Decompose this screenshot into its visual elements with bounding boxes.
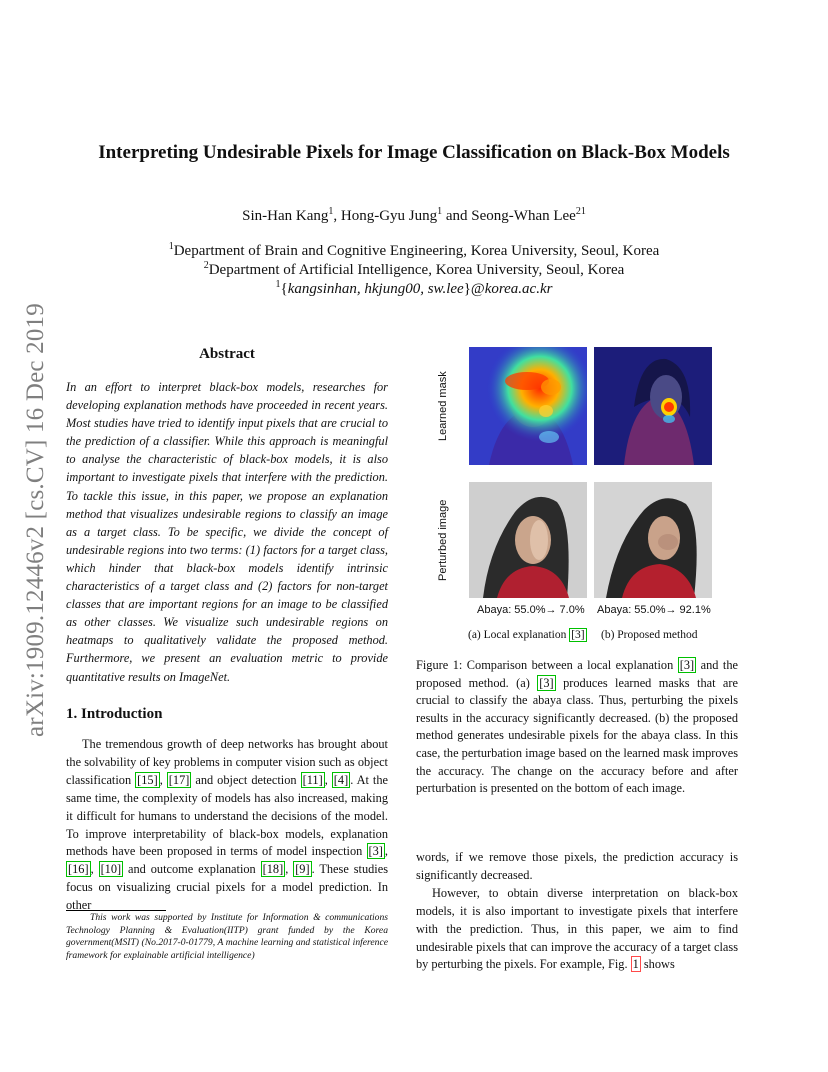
subcaption-a bbox=[468, 629, 587, 641]
funding-footnote: This work was supported by Institute for Information & communications Technology Planning & Evaluation(IITP) grant funded by the Korea government(MSIT) (No.2017-0-01779, A machine learning and statistical inference framework for explainable artificial intelligence) bbox=[66, 912, 388, 961]
text-run: . These studies focus on visualizing crucial pixels for a model prediction. In other bbox=[66, 862, 389, 913]
proposed-method-perturbed-image bbox=[594, 482, 712, 598]
section-heading-introduction: 1. Introduction bbox=[66, 706, 163, 722]
text-run: , bbox=[324, 772, 332, 787]
citation-link[interactable]: [3] bbox=[539, 675, 554, 690]
citation-link[interactable]: [9] bbox=[295, 862, 310, 877]
right-column-body bbox=[416, 849, 738, 974]
author-list bbox=[0, 206, 828, 225]
figure-link[interactable]: 1 bbox=[632, 957, 639, 972]
text-run: produces learned masks that are crucial to classify the abaya class. Thus, perturbing the pixels results in the accuracy significantly decreased. (b) the proposed method generates undesirable pixels for the abaya class. In this case, the perturbation image based on the learned mask improves the accuracy. The change on the accuracy before and after perturbation is presented on the bottom of each image. bbox=[416, 675, 738, 796]
citation-link[interactable]: [18] bbox=[262, 862, 284, 877]
paragraph: words, if we remove those pixels, the prediction accuracy is significantly decreased. bbox=[416, 850, 738, 882]
citation-link[interactable]: [15] bbox=[137, 772, 158, 787]
email-brace-close: }@ bbox=[463, 281, 485, 297]
citation-link[interactable]: [11] bbox=[302, 772, 323, 787]
citation-link[interactable]: [17] bbox=[168, 772, 190, 787]
footnote-rule bbox=[66, 910, 166, 911]
paper-title: Interpreting Undesirable Pixels for Image Classification on Black-Box Models bbox=[98, 142, 730, 163]
subcaption-b: (b) Proposed method bbox=[601, 629, 698, 641]
figure-caption bbox=[416, 657, 738, 798]
paragraph bbox=[416, 885, 738, 975]
affil-2-text: Department of Artificial Intelligence, Korea University, Seoul, Korea bbox=[208, 262, 625, 278]
affil-2-mark: 2 bbox=[203, 260, 209, 271]
text-run: and object detection bbox=[191, 772, 301, 787]
subcaption-a-text: (a) Local explanation bbox=[468, 629, 570, 641]
text-run: , bbox=[285, 862, 294, 877]
accuracy-local-explanation: Abaya: 55.0%→ 7.0% bbox=[477, 604, 585, 616]
author-2: , Hong-Gyu Jung bbox=[333, 208, 438, 224]
author-emails bbox=[0, 279, 828, 298]
citation-link[interactable]: [3] bbox=[571, 629, 585, 641]
citation-link[interactable]: [10] bbox=[100, 862, 122, 877]
affiliation-2 bbox=[0, 260, 828, 279]
text-run: . At the same time, the complexity of models has also increased, making it difficult for humans to understand the decisions of the model. To improve interpretability of black-box models, explanation methods have been proposed in terms of model inspection bbox=[66, 772, 389, 859]
text-run: and outcome explanation bbox=[123, 862, 261, 877]
citation-link[interactable]: [4] bbox=[333, 772, 349, 787]
author-1-affil: 1 bbox=[328, 206, 334, 217]
arxiv-identifier: arXiv:1909.12446v2 [cs.CV] 16 Dec 2019 bbox=[22, 303, 49, 737]
text-run: , bbox=[159, 772, 167, 787]
citation-link[interactable]: [3] bbox=[368, 844, 383, 859]
email-names: kangsinhan, hkjung00, sw.lee bbox=[287, 281, 464, 297]
email-domain: korea.ac.kr bbox=[484, 281, 553, 297]
row-label-perturbed-image: Perturbed image bbox=[437, 499, 449, 581]
text-run: , bbox=[384, 844, 388, 859]
text-run: However, to obtain diverse interpretation on black-box models, it is also important to investigate pixels that interfere with the prediction. Thus, in this paper, we aim to find undesirable pixels that can improve the accuracy of a target class by perturbing the pixels. For example, Fig. bbox=[416, 885, 738, 972]
author-3-affil: 21 bbox=[575, 206, 586, 217]
local-explanation-perturbed-image bbox=[469, 482, 587, 598]
text-run: shows bbox=[640, 957, 675, 972]
text-run: and the proposed method. (a) bbox=[416, 658, 739, 690]
text-run: , bbox=[90, 862, 99, 877]
text-run: Figure 1: Comparison between a local explanation bbox=[416, 658, 678, 672]
author-1: Sin-Han Kang bbox=[242, 208, 329, 224]
abstract-text: In an effort to interpret black-box models, researches for developing explanation methods have proceeded in recent years. Most studies have tried to identify input pixels that are crucial to the prediction of a classifier. While this approach is meaningful to analyse the characteristic of black-box models, it is also important to investigate pixels that interfere with the prediction. To tackle this issue, in this paper, we propose an explanation method that visualizes undesirable regions to classify an image as a target class. To be specific, we divide the concept of undesirable regions into two terms: (1) factors for a target class, which hinder that black-box models identify intrinsic characteristics of a target class and (2) factors for non-target classes that are important regions for an image to be classified as other classes. We visualize such undesirable regions on heatmaps to qualitatively validate the proposed method. Furthermore, we present an evaluation metric to provide quantitative results on ImageNet. bbox=[66, 380, 388, 684]
affiliation-1 bbox=[0, 241, 828, 260]
affil-1-mark: 1 bbox=[168, 241, 174, 252]
proposed-method-heatmap-image bbox=[594, 347, 712, 465]
email-brace-open: { bbox=[280, 281, 288, 297]
accuracy-proposed-method: Abaya: 55.0%→ 92.1% bbox=[597, 604, 711, 616]
row-label-learned-mask: Learned mask bbox=[437, 371, 449, 441]
introduction-paragraph bbox=[66, 736, 388, 915]
affil-1-text: Department of Brain and Cognitive Engineering, Korea University, Seoul, Korea bbox=[173, 243, 660, 259]
email-mark: 1 bbox=[275, 279, 281, 290]
citation-link[interactable]: [16] bbox=[68, 862, 89, 877]
author-2-affil: 1 bbox=[437, 206, 443, 217]
author-3: and Seong-Whan Lee bbox=[442, 208, 576, 224]
text-run: The tremendous growth of deep networks has brought about the solvability of key problems in computer vision such as object classification bbox=[66, 737, 388, 787]
local-explanation-heatmap-image bbox=[469, 347, 587, 465]
abstract-heading: Abstract bbox=[199, 346, 255, 362]
citation-link[interactable]: [3] bbox=[679, 658, 695, 672]
